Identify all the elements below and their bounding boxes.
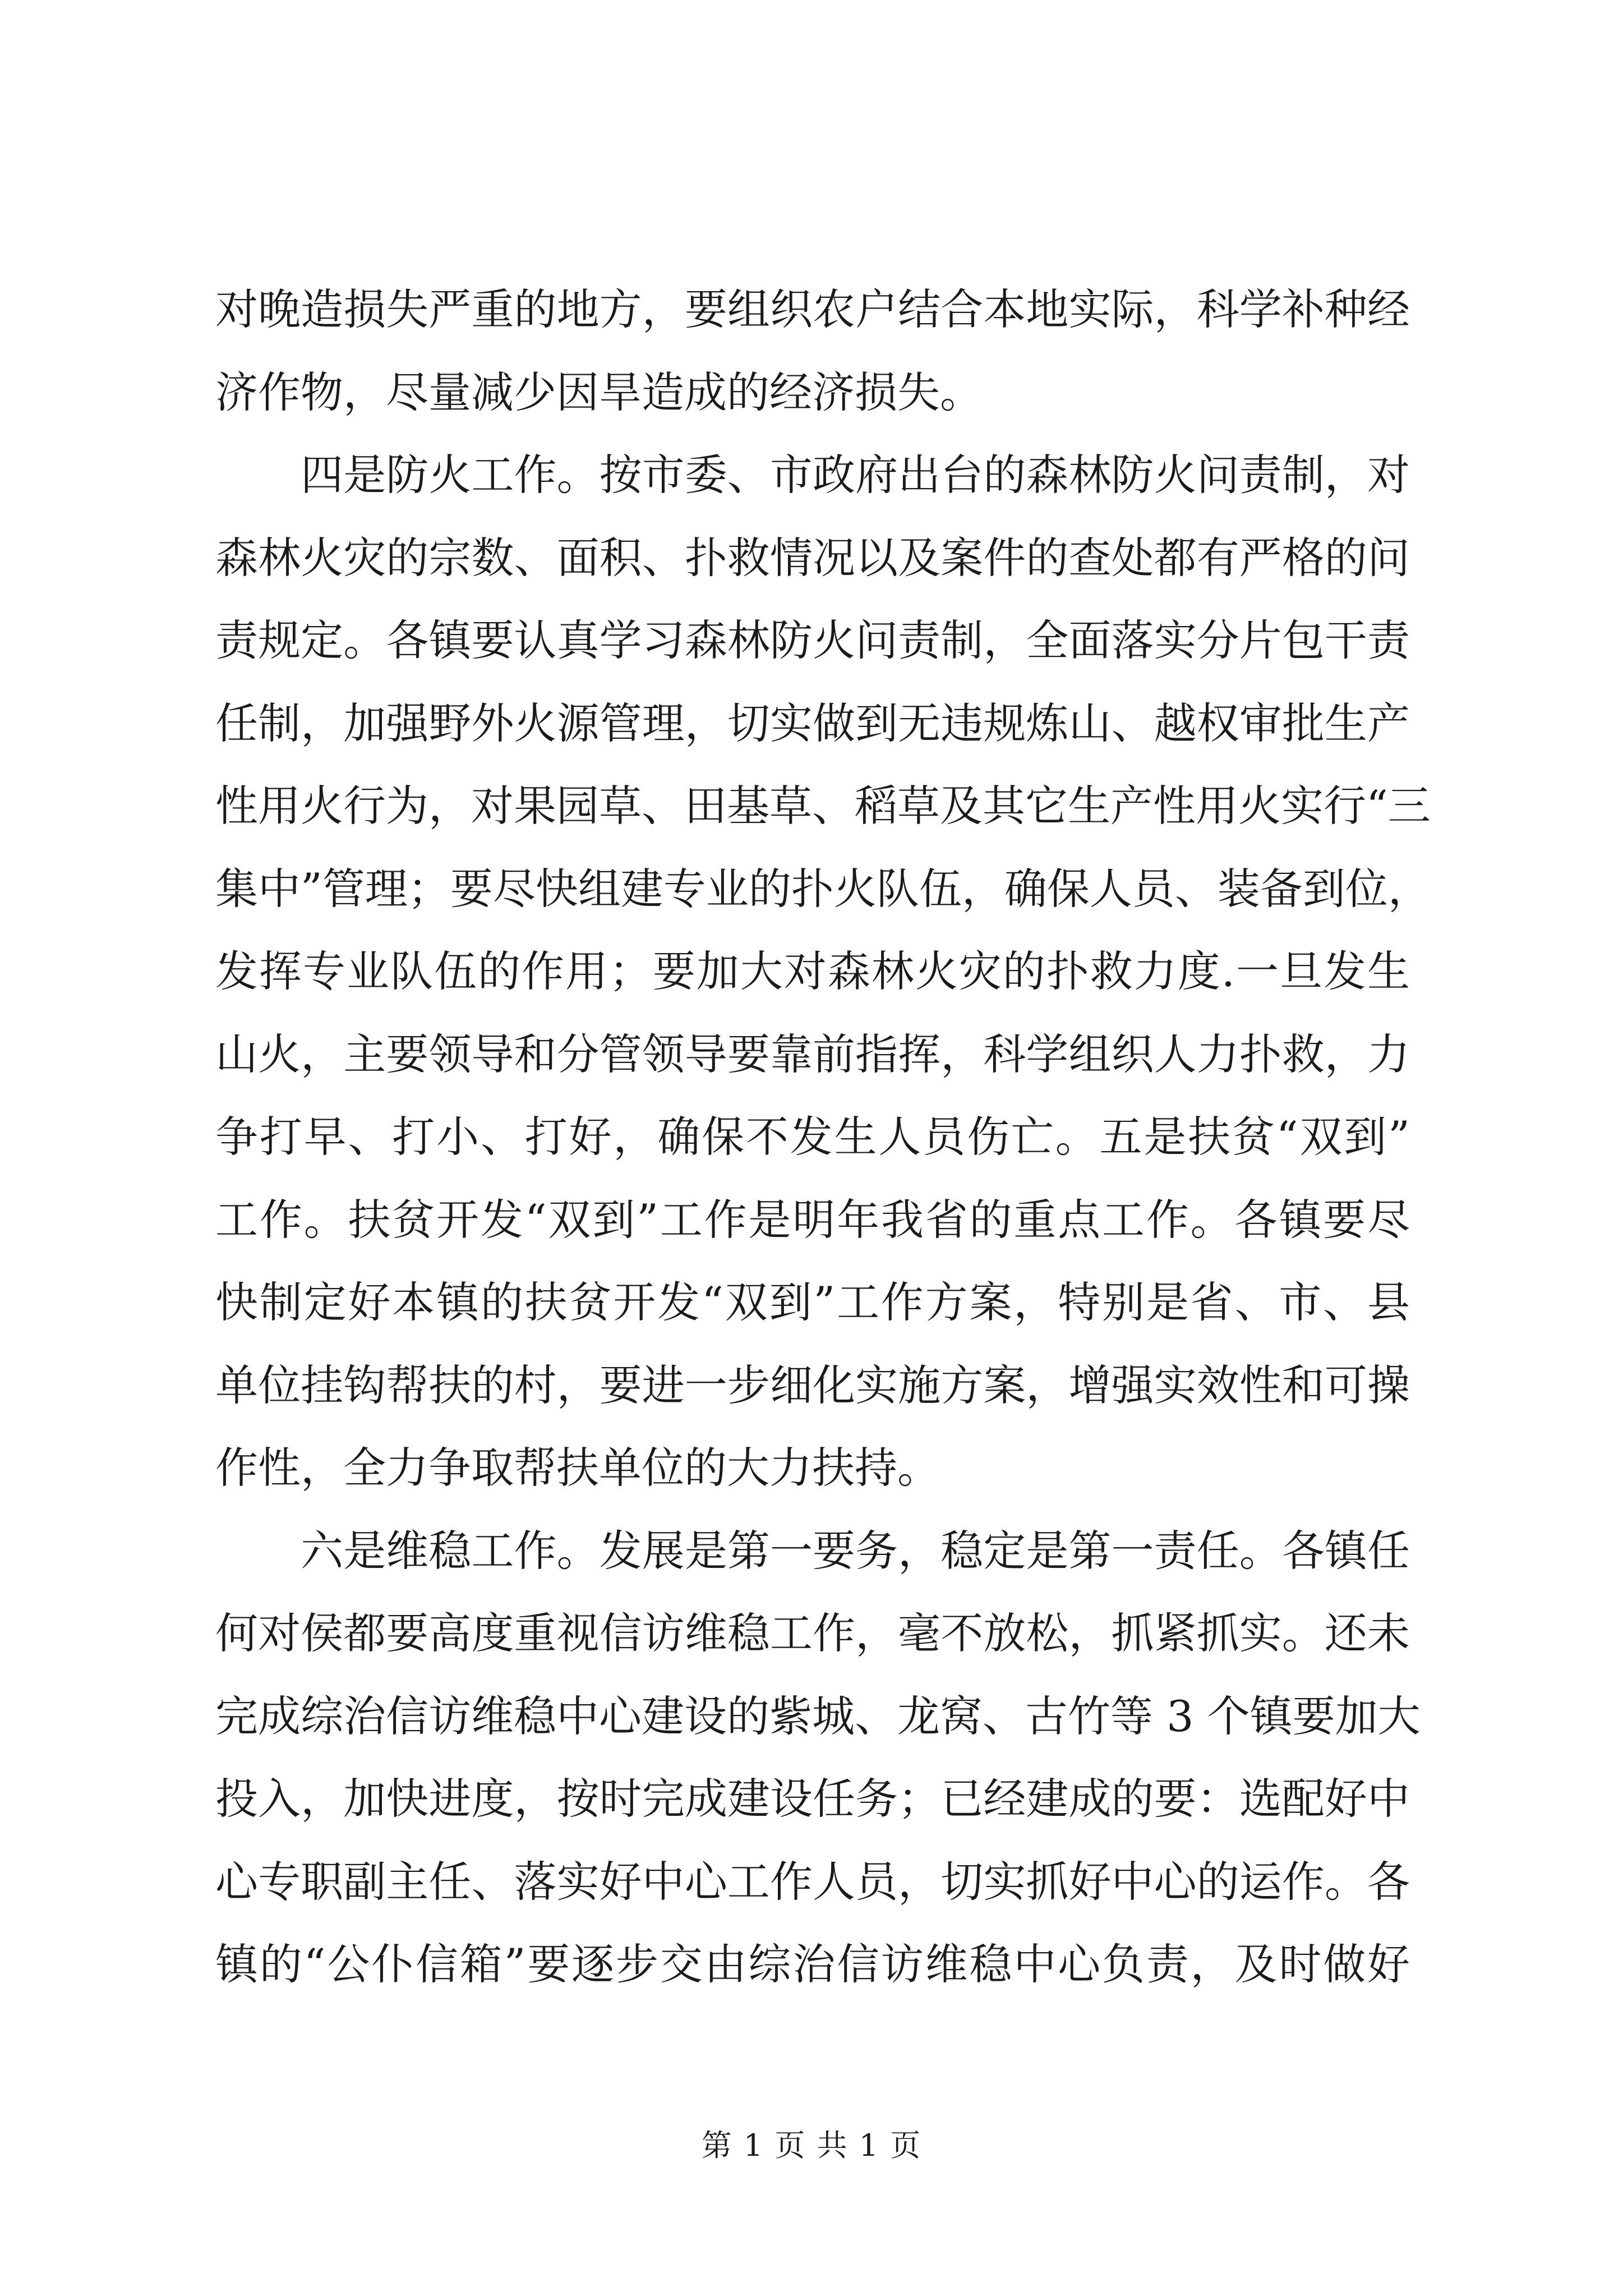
text-line-12: 工作。扶贫开发“双到”工作是明年我省的重点工作。各镇要尽 — [215, 1194, 1410, 1245]
text-line-2: 济作物，尽量减少因旱造成的经济损失。 — [215, 367, 983, 417]
text-line-20: 心专职副主任、落实好中心工作人员，切实抓好中心的运作。各 — [215, 1856, 1410, 1907]
text-line-1: 对晚造损失严重的地方，要组织农户结合本地实际，科学补种经 — [215, 284, 1410, 334]
text-line-13: 快制定好本镇的扶贫开发“双到”工作方案，特别是省、市、县 — [215, 1277, 1410, 1327]
text-line-16: 六是维稳工作。发展是第一要务，稳定是第一责任。各镇任 — [215, 1525, 1410, 1576]
text-line-19: 投入，加快进度，按时完成建设任务；已经建成的要：选配好中 — [215, 1774, 1410, 1824]
document-body — [215, 268, 1431, 2006]
text-line-21: 镇的“公仆信箱”要逐步交由综治信访维稳中心负责，及时做好 — [215, 1939, 1410, 1989]
text-line-3: 四是防火工作。按市委、市政府出台的森林防火问责制，对 — [215, 450, 1410, 500]
text-line-14: 单位挂钩帮扶的村，要进一步细化实施方案，增强实效性和可操 — [215, 1360, 1410, 1410]
text-line-11: 争打早、打小、打好，确保不发生人员伤亡。五是扶贫“双到” — [215, 1112, 1410, 1162]
text-line-18: 完成综治信访维稳中心建设的紫城、龙窝、古竹等 3 个镇要加大 — [215, 1691, 1421, 1741]
text-line-9: 发挥专业队伍的作用；要加大对森林火灾的扑救力度.一旦发生 — [215, 946, 1410, 996]
page-footer: 第 1 页 共 1 页 — [701, 2128, 922, 2163]
text-line-7: 性用火行为，对果园草、田基草、稻草及其它生产性用火实行“三 — [215, 781, 1431, 831]
text-line-5: 责规定。各镇要认真学习森林防火问责制，全面落实分片包干责 — [215, 615, 1410, 665]
text-line-4: 森林火灾的宗数、面积、扑救情况以及案件的查处都有严格的问 — [215, 532, 1410, 583]
text-line-6: 任制，加强野外火源管理，切实做到无违规炼山、越权审批生产 — [215, 698, 1410, 748]
text-line-17: 何对侯都要高度重视信访维稳工作，毫不放松，抓紧抓实。还未 — [215, 1608, 1410, 1658]
text-line-10: 山火，主要领导和分管领导要靠前指挥，科学组织人力扑救，力 — [215, 1029, 1410, 1079]
text-line-8: 集中”管理；要尽快组建专业的扑火队伍，确保人员、装备到位， — [215, 863, 1431, 914]
text-line-15: 作性，全力争取帮扶单位的大力扶持。 — [215, 1443, 940, 1493]
